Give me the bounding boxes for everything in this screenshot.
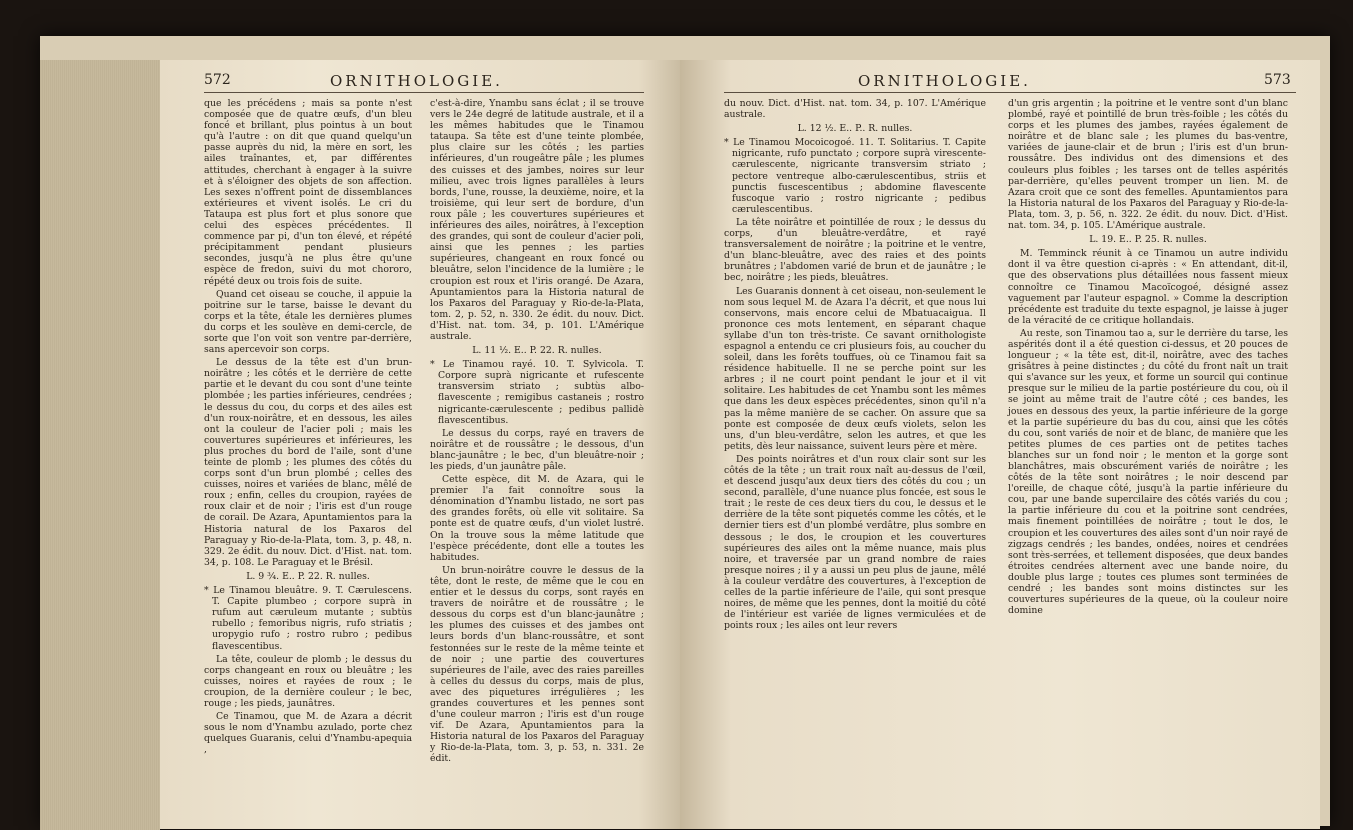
right-running-head: ORNITHOLOGIE. xyxy=(858,72,1031,90)
left-page-number: 572 xyxy=(204,72,231,88)
paragraph: Les Guaranis donnent à cet oiseau, non-seulement le nom sous lequel M. de Azara l'a décrit, et que nous lui conservons, mais encore celui de Mbatuacaigua. Il prononce ces mots lentement, en séparant chaque syllabe d'un ton très-triste. Ce savant ornithologiste espagnol a entendu ce cri plusieurs fois, au coucher du soleil, dans les forêts touffues, où ce Tinamou fait sa résidence habituelle. Il ne se perche point sur les arbres ; il ne court point pendant le jour et il vit solitaire. Les habitudes de cet Ynambu sont les mêmes que dans les deux espèces précédentes, sinon qu'il n'a pas la même manière de se cacher. On assure que sa ponte est composée de deux œufs violets, selon les uns, d'un bleu-verdâtre, selon les autres, et que les petits, dès leur naissance, suivent leurs père et mère. xyxy=(724,285,986,452)
right-column-2 xyxy=(1008,98,1288,618)
paragraph: Un brun-noirâtre couvre le dessus de la tête, dont le reste, de même que le cou en entier et le dessus du corps, sont rayés en travers de noirâtre et de roussâtre ; le dessous du corps est d'un blanc-jaunâtre ; les plumes des cuisses et des jambes ont leurs bords d'un blanc-roussâtre, et sont festonnées sur le reste de la même teinte et de noir ; une partie des couvertures supérieures de l'aile, avec des raies pareilles à celles du dessus du corps, mais de plus, avec des piquetures irrégulières ; les grandes couvertures et les pennes sont d'une couleur marron ; l'iris est d'un rouge vif. De Azara, Apuntamientos para la Historia natural de los Paxaros del Paraguay y Rio-de-la-Plata, tom. 3, p. 53, n. 331. 2e édit. xyxy=(430,564,644,765)
left-page xyxy=(160,60,680,829)
paragraph: L. 11 ½. E.. P. 22. R. nulles. xyxy=(472,345,602,357)
paragraph: L. 9 ¾. E.. P. 22. R. nulles. xyxy=(246,570,370,582)
paragraph: * Le Tinamou bleuâtre. 9. T. Cærulescens. T. Capite plumbeo ; corpore suprà in rufum aut cæruleum mutante ; subtùs rubello ; femoribus nigris, rufo striatis ; uropygio rufo ; rostro rubro ; pedibus flavescentibus. xyxy=(204,585,412,652)
left-column-1 xyxy=(204,98,412,757)
right-page-number: 573 xyxy=(1264,72,1291,88)
right-page xyxy=(680,60,1320,829)
paragraph: c'est-à-dire, Ynambu sans éclat ; il se trouve vers le 24e degré de latitude australe, et il a les mêmes habitudes que le Tinamou tataupa. Sa tête est d'une teinte plombée, plus claire sur les côtés ; les parties inférieures, d'un rougeâtre pâle ; les plumes des cuisses et des jambes, noires sur leur milieu, avec trois lignes parallèles à leurs bords, l'une, rousse, la deuxième, noire, et la troisième, qui leur sert de bordure, d'un roux pâle ; les couvertures supérieures et inférieures des ailes, noirâtres, à l'exception des grandes, qui sont de couleur d'acier poli, ainsi que les pennes ; les parties supérieures, changeant en roux foncé ou bleuâtre, selon l'incidence de la lumière ; le croupion est roux et l'iris orangé. De Azara, Apuntamientos para la Historia natural de los Paxaros del Paraguay y Rio-de-la-Plata, tom. 2, p. 52, n. 330. 2e édit. du nouv. Dict. d'Hist. nat. tom. 34, p. 101. L'Amérique australe. xyxy=(430,98,644,342)
left-running-head: ORNITHOLOGIE. xyxy=(330,72,503,90)
paragraph: Le dessus de la tête est d'un brun-noirâtre ; les côtés et le derrière de cette partie et le devant du cou sont d'une teinte plombée ; les parties inférieures, cendrées ; le dessus du cou, du corps et des ailes est d'un roux-noirâtre, et en dessous, les ailes ont la couleur de l'acier poli ; mais les couvertures supérieures et inférieures, les plus proches du bord de l'aile, sont d'une teinte de plomb ; les plumes des côtés du corps sont d'un brun plombé ; celles des cuisses, noires et variées de blanc, mêlé de roux ; enfin, celles du croupion, rayées de roux clair et de noir ; l'iris est d'un rouge de corail. De Azara, Apuntamientos para la Historia natural de los Paxaros del Paraguay y Rio-de-la-Plata, tom. 3, p. 48, n. 329. 2e édit. du nouv. Dict. d'Hist. nat. tom. 34, p. 108. Le Paraguay et le Brésil. xyxy=(204,357,412,568)
paragraph: Le dessus du corps, rayé en travers de noirâtre et de roussâtre ; le dessous, d'un blanc-jaunâtre ; le bec, d'un bleuâtre-noir ; les pieds, d'un jaunâtre pâle. xyxy=(430,427,644,472)
paragraph: d'un gris argentin ; la poitrine et le ventre sont d'un blanc plombé, rayé et pointillé de brun très-foible ; les côtés du corps et les plumes des jambes, rayées également de noirâtre et de blanc sale ; les plumes du bas-ventre, variées de jaune-clair et de brun ; l'iris est d'un brun-roussâtre. Des individus ont des dimensions et des couleurs plus foibles ; les tarses ont de telles aspérités par-derrière, qu'elles peuvent tromper un lien. M. de Azara croit que ce sont des femelles. Apuntamientos para la Historia natural de los Paxaros del Paraguay y Rio-de-la-Plata, tom. 3, p. 56, n. 322. 2e édit. du nouv. Dict. d'Hist. nat. tom. 34, p. 105. L'Amérique australe. xyxy=(1008,98,1288,232)
paragraph: M. Temminck réunit à ce Tinamou un autre individu dont il va être question ci-après : « En attendant, dit-il, que des observations plus détaillées nous fassent mieux connoître ce Tinamou Macoïcogoé, désigné assez vaguement par l'auteur espagnol. » Comme la description précédente est traduite du texte espagnol, je laisse à juger de la véracité de ce critique hollandais. xyxy=(1008,248,1288,326)
paragraph: que les précédens ; mais sa ponte n'est composée que de quatre œufs, d'un bleu foncé et brillant, plus pointus à un bout qu'à l'autre : on dit que quand quelqu'un passe auprès du nid, la mère en sort, les ailes traînantes, et, par différentes attitudes, cherchant à engager à la suivre et à s'éloigner des objets de son affection. Les sexes n'offrent point de dissemblances extérieures et vivent isolés. Le cri du Tataupa est plus fort et plus sonore que celui des espèces précédentes. Il commence par pi, d'un ton élevé, et répété précipitamment pendant plusieurs secondes, jusqu'à ne plus être qu'une espèce de fredon, suivi du mot chororo, répété deux ou trois fois de suite. xyxy=(204,98,412,287)
paragraph: Des points noirâtres et d'un roux clair sont sur les côtés de la tête ; un trait roux naît au-dessus de l'œil, et descend jusqu'aux deux tiers des côtés du cou ; un second, parallèle, d'une nuance plus foncée, est sous le trait ; le reste de ces deux tiers du cou, le dessus et le derrière de la tête sont piquetés comme les côtés, et le dernier tiers est d'un plombé verdâtre, plus sombre en dessous ; le dos, le croupion et les couvertures supérieures des ailes ont la même nuance, mais plus noire, et traversée par un grand nombre de raies presque noires ; il y a aussi un peu plus de jaune, mêlé à la couleur verdâtre des couvertures, à l'exception de celles de la partie inférieure de l'aile, qui sont presque noires, de même que les pennes, dont la moitié du côté de l'intérieur est variée de lignes vermiculées et de points roux ; les ailes ont leur revers xyxy=(724,453,986,632)
left-head-rule xyxy=(204,92,644,93)
paragraph: du nouv. Dict. d'Hist. nat. tom. 34, p. 107. L'Amérique australe. xyxy=(724,98,986,121)
paragraph: La tête noirâtre et pointillée de roux ; le dessus du corps, d'un bleuâtre-verdâtre, et rayé transversalement de noirâtre ; la poitrine et le ventre, d'un blanc-bleuâtre, avec des raies et des points brunâtres ; l'abdomen varié de brun et de jaunâtre ; le bec, noirâtre ; les pieds, bleuâtres. xyxy=(724,216,986,284)
paragraph: * Le Tinamou rayé. 10. T. Sylvicola. T. Corpore suprà nigricante et rufescente transversim striato ; subtùs albo-flavescente ; remigibus castaneis ; rostro nigricante-cærulescente ; pedibus pallidè flavescentibus. xyxy=(430,359,644,426)
paragraph: Au reste, son Tinamou tao a, sur le derrière du tarse, les aspérités dont il a été question ci-dessus, et 20 pouces de longueur ; « la tête est, dit-il, noirâtre, avec des taches grisâtres à peine distinctes ; du côté du front naît un trait qui s'avance sur les yeux, et forme un sourcil qui continue presque sur le milieu de la partie postérieure du cou, où il se joint au même trait de l'autre côté ; ces bandes, les joues en dessous des yeux, la partie inférieure de la gorge et la partie supérieure du bas du cou, ainsi que les côtés du cou, sont variés de noir et de blanc, de manière que les petites plumes de ces parties ont de petites taches blanches sur un fond noir ; le menton et la gorge sont blanchâtres, mais obscurément variés de noirâtre ; les côtés de la tête sont noirâtres ; le noir descend par l'oreille, de chaque côté, jusqu'à la partie inférieure du cou, par une bande supercilaire des côtés variés du cou ; la partie inférieure du cou et la poitrine sont cendrées, mais finement pointillées de noirâtre ; tout le dos, le croupion et les couvertures des ailes sont d'un noir rayé de zigzags cendrés ; les bandes, ondées, noires et cendrées sont très-serrées, et tellement disposées, que deux bandes étroites cendrées alternent avec une bande noire, du double plus large ; toutes ces plumes sont terminées de cendré ; les bandes sont moins distinctes sur les couvertures supérieures de la queue, où la couleur noire domine xyxy=(1008,327,1288,617)
paragraph: Quand cet oiseau se couche, il appuie la poitrine sur le tarse, baisse le devant du corps et la tête, étale les dernières plumes du corps et les soulève en demi-cercle, de sorte que l'on voit son ventre par-derrière, sans apercevoir son corps. xyxy=(204,288,412,356)
page-edges xyxy=(40,60,160,830)
paragraph: L. 19. E.. P. 25. R. nulles. xyxy=(1089,234,1207,246)
right-head-rule xyxy=(724,92,1296,93)
paragraph: La tête, couleur de plomb ; le dessus du corps changeant en roux ou bleuâtre ; les cuisses, noires et rayées de roux ; le croupion, de la dernière couleur ; le bec, rouge ; les pieds, jaunâtres. xyxy=(204,653,412,709)
paragraph: L. 12 ½. E.. P.. R. nulles. xyxy=(797,123,913,135)
left-column-2 xyxy=(430,98,644,767)
right-column-1 xyxy=(724,98,986,633)
paragraph: Cette espèce, dit M. de Azara, qui le premier l'a fait connoître sous la dénomination d'Ynambu listado, ne sort pas des grandes forêts, où elle vit solitaire. Sa ponte est de quatre œufs, d'un violet lustré. On la trouve sous la même latitude que l'espèce précédente, dont elle a toutes les habitudes. xyxy=(430,474,644,563)
paragraph: * Le Tinamou Mocoicogoé. 11. T. Solitarius. T. Capite nigricante, rufo punctato ; corpore suprà virescente-cærulescente, nigricante transversim striato ; pectore ventreque albo-cærulescentibus, striis et punctis fuscescentibus ; abdomine flavescente fuscoque vario ; rostro nigricante ; pedibus cærulescentibus. xyxy=(724,137,986,215)
paragraph: Ce Tinamou, que M. de Azara a décrit sous le nom d'Ynambu azulado, porte chez quelques Guaranis, celui d'Ynambu-apequia , xyxy=(204,711,412,756)
